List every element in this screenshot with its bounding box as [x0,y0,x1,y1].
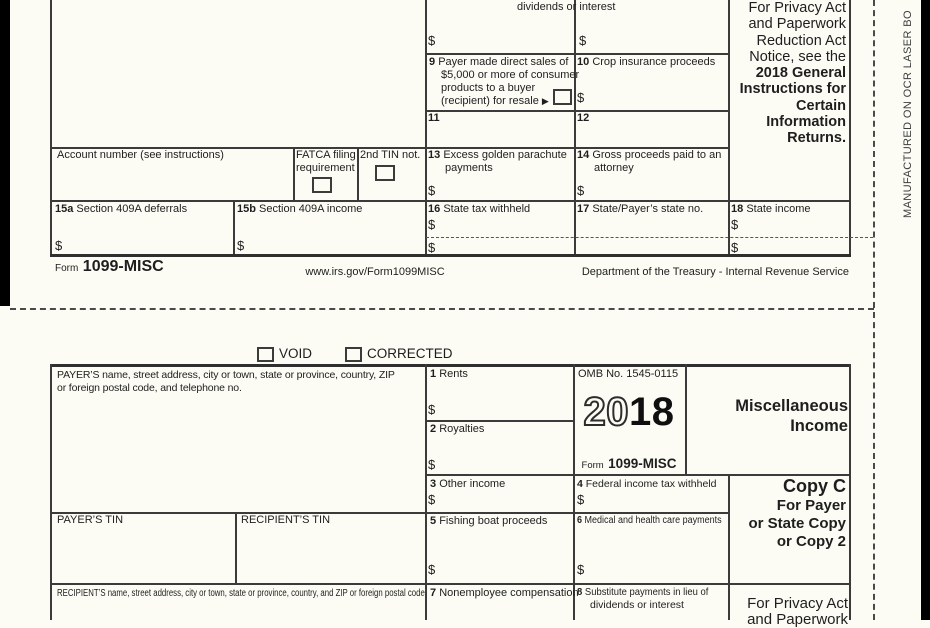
form-line [849,364,851,620]
form-line [50,583,851,585]
box10-number: 10 [577,56,590,68]
corrected-checkbox[interactable] [345,347,362,362]
copy-designation-line1: Copy C [783,476,846,496]
box17-number: 17 [577,203,590,215]
box14-label-line2: attorney [594,162,634,174]
box14-number: 14 [577,149,590,161]
box3-label: 3 Other income [430,478,506,490]
copy-designation-line2: For Payer [776,497,846,514]
tax-year-solid-digits: 18 [629,390,675,434]
dollar-sign: $ [428,562,436,577]
form-line [233,200,235,255]
form-line [50,512,730,514]
box18-number: 18 [731,203,744,215]
form-line [293,147,295,202]
box16-label: 16 State tax withheld [428,203,531,215]
box4-label: 4 Federal income tax withheld [577,478,717,490]
form-line [425,53,730,55]
privacy-line: For Privacy Act [747,595,848,612]
privacy-line: and Paperwork [748,16,846,33]
horizontal-perforation-dashed-line [10,308,874,310]
box9-label-line3: products to a buyer [441,82,536,94]
fatca-label-line2: requirement [296,162,355,174]
state-entry-dashed-line [426,237,873,238]
right-arrow-icon: ▶ [541,96,549,106]
dollar-sign: $ [428,492,436,507]
tax-year-outline-digits: 20 [583,390,629,434]
privacy-line: Instructions for [739,81,846,98]
form-line [50,200,851,202]
void-label: VOID [279,346,313,361]
treasury-department-label: Department of the Treasury - Internal Revenue Service [581,266,849,278]
corrected-label: CORRECTED [367,346,453,361]
box16-number: 16 [428,203,441,215]
box4-number: 4 [577,478,583,490]
box7-number: 7 [430,587,437,599]
box9-label-line1: 9 Payer made direct sales of [429,56,569,68]
box2-number: 2 [430,423,437,435]
form-line [425,0,427,255]
dollar-sign: $ [577,90,585,105]
fatca-checkbox[interactable] [312,177,332,193]
box8-label-continued: dividends or interest [517,1,616,13]
form-line [849,0,851,255]
dollar-sign: $ [579,33,587,48]
dollar-sign: $ [577,562,585,577]
dollar-sign: $ [428,240,436,255]
dollar-sign: $ [428,217,436,232]
box7-label: 7 Nonemployee compensation [430,587,579,599]
form-id-omb-cell [573,455,685,473]
ocr-paper-stock-vertical-text: MANUFACTURED ON OCR LASER BO [902,9,914,218]
form-title [700,396,848,436]
form-line [425,364,427,620]
box17-label: 17 State/Payer’s state no. [577,203,704,215]
box12-number: 12 [577,112,590,124]
irs-url: www.irs.gov/Form1099MISC [305,266,445,278]
box3-number: 3 [430,478,437,490]
box13-number: 13 [428,149,441,161]
privacy-line: and Paperwork [747,611,848,628]
form-top-border [50,364,851,367]
privacy-line: For Privacy Act [748,0,846,16]
dollar-sign: $ [577,183,585,198]
box5-label: 5 Fishing boat proceeds [430,515,548,527]
dollar-sign: $ [428,33,436,48]
dollar-sign: $ [731,217,739,232]
box15b-label: 15b Section 409A income [237,203,363,215]
form-number: 1099-MISC [82,258,164,275]
box8-label-line2: dividends or interest [590,599,684,611]
box8-number: 8 [577,586,583,598]
copy-designation-line4: or Copy 2 [776,533,846,550]
box15a-number: 15a [55,203,74,215]
dollar-sign: $ [428,402,436,417]
box9-label-line4: (recipient) for resale ▶ [441,95,549,107]
dollar-sign: $ [237,238,245,253]
box6-number: 6 [577,515,583,526]
form-word: Form [55,263,79,274]
form-number: 1099-MISC [608,456,677,471]
dollar-sign: $ [55,238,63,253]
form-title-line1: Miscellaneous [735,397,848,415]
box18-label: 18 State income [731,203,811,215]
box2-label: 2 Royalties [430,423,485,435]
form-line [357,147,359,202]
box1-label: 1 Rents [430,368,468,380]
form-id-footer [55,258,164,276]
dollar-sign: $ [731,240,739,255]
void-checkbox[interactable] [257,347,274,362]
account-number-label: Account number (see instructions) [57,149,224,161]
form-line [574,0,576,255]
recipient-name-label: RECIPIENT’S name, street address, city or town, state or province, country, and ZIP or foreign postal code [57,588,425,599]
box1-number: 1 [430,368,437,380]
left-black-strip [0,0,10,306]
tax-year [573,390,685,435]
box15a-label: 15a Section 409A deferrals [55,203,188,215]
box9-label-line2: $5,000 or more of consumer [441,69,580,81]
privacy-line: Information [766,114,846,131]
omb-number: OMB No. 1545-0115 [578,368,679,380]
form-line [235,512,237,583]
fatca-label-line1: FATCA filing [296,149,356,161]
form-line [50,0,52,255]
dollar-sign: $ [428,183,436,198]
dollar-sign: $ [577,492,585,507]
form-word: Form [581,460,604,471]
box8-label: 8 Substitute payments in lieu of [577,586,709,598]
box10-label: 10 Crop insurance proceeds [577,56,716,68]
box11-number: 11 [428,112,440,124]
form-line [685,364,687,475]
dollar-sign: $ [428,457,436,472]
second-tin-label: 2nd TIN not. [360,149,421,161]
box14-label: 14 Gross proceeds paid to an [577,149,722,161]
form-line [425,420,575,422]
right-black-strip [921,0,930,620]
payer-tin-label: PAYER’S TIN [57,514,124,526]
privacy-line: Notice, see the [749,48,846,65]
form-line [50,364,52,620]
copy-designation-line3: or State Copy [748,515,846,532]
privacy-line: 2018 General [755,65,846,82]
payer-name-label-line2: or foreign postal code, and telephone no. [57,382,242,394]
payer-name-label-line1: PAYER’S name, street address, city or town, state or province, country, ZIP [57,369,395,381]
privacy-line: Returns. [787,130,846,147]
box9-direct-sales-checkbox[interactable] [553,89,572,105]
recipient-tin-label: RECIPIENT’S TIN [241,514,331,526]
privacy-act-notice [722,0,846,147]
box13-label: 13 Excess golden parachute [428,149,567,161]
form-title-line2: Income [790,417,848,435]
vertical-perforation-dashed-line [873,0,875,620]
box6-label: 6 Medical and health care payments [577,515,722,526]
privacy-line: Certain [796,97,846,114]
box15b-number: 15b [237,203,256,215]
box5-number: 5 [430,515,437,527]
privacy-line: Reduction Act [756,32,846,49]
box13-label-line2: payments [445,162,493,174]
second-tin-checkbox[interactable] [375,165,395,181]
box9-number: 9 [429,56,436,68]
